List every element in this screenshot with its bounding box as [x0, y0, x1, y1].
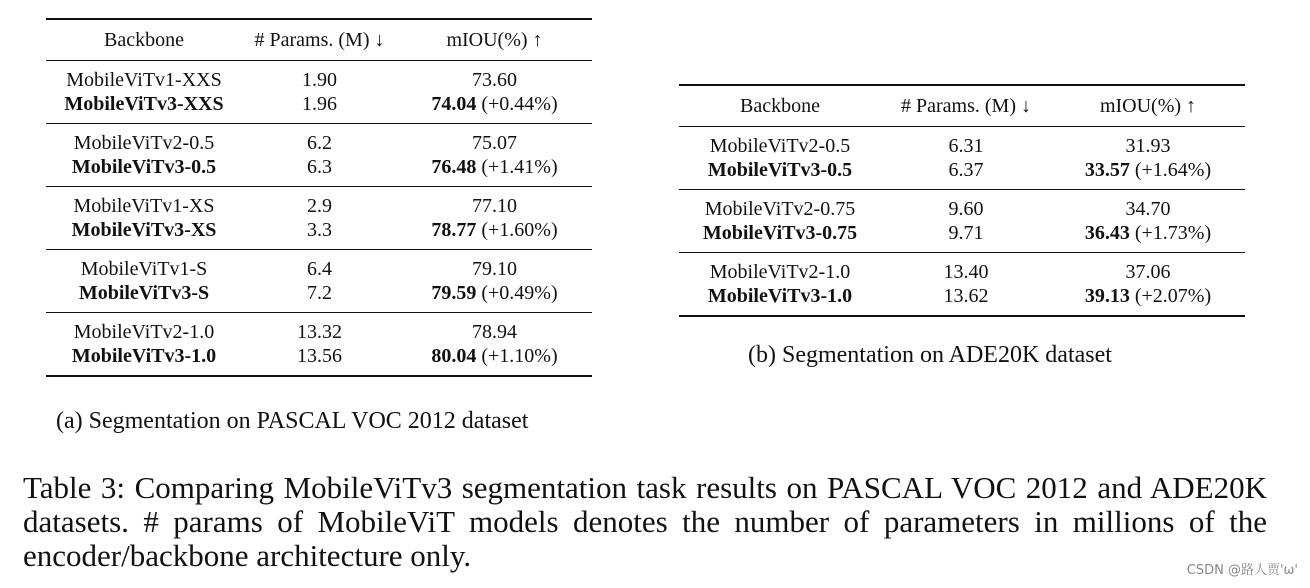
- params-cell: 3.3: [307, 219, 332, 241]
- miou-value: 79.59: [431, 282, 477, 304]
- table-row-v3: [679, 221, 1245, 253]
- miou-cell: 31.93: [1125, 135, 1171, 157]
- miou-delta: (+1.60%): [481, 219, 558, 241]
- table-row-baseline: [679, 190, 1245, 222]
- table-row-baseline: [679, 253, 1245, 285]
- table-group: [46, 187, 592, 250]
- params-cell: 6.31: [948, 135, 984, 157]
- params-cell: 13.32: [297, 321, 342, 343]
- miou-cell: [1051, 221, 1245, 253]
- miou-delta: (+1.10%): [481, 345, 558, 367]
- table-row-baseline: [679, 127, 1245, 159]
- table-caption: Table 3: Comparing MobileViTv3 segmentation task results on PASCAL VOC 2012 and ADE20K datasets. # params of MobileViT models denotes the number of parameters in millions of the encoder/backbone architecture only.: [23, 470, 1267, 573]
- table-row-baseline: [46, 250, 592, 282]
- table-group: [46, 61, 592, 124]
- miou-cell: [1051, 158, 1245, 190]
- backbone-cell: MobileViTv3-XS: [71, 219, 217, 241]
- backbone-cell: MobileViTv1-XS: [73, 195, 215, 217]
- miou-cell: [397, 92, 592, 124]
- table-ade20k: [679, 84, 1245, 317]
- miou-cell: [1051, 284, 1245, 316]
- params-cell: 6.4: [307, 258, 332, 280]
- table-group: [679, 190, 1245, 253]
- params-cell: 9.71: [948, 222, 984, 244]
- backbone-cell: MobileViTv1-XXS: [66, 69, 222, 91]
- backbone-cell: MobileViTv2-0.5: [73, 132, 215, 154]
- table-group: [679, 127, 1245, 190]
- backbone-cell: MobileViTv2-0.5: [709, 135, 851, 157]
- params-cell: 6.37: [948, 159, 984, 181]
- miou-value: 33.57: [1084, 159, 1130, 181]
- table-group: [46, 250, 592, 313]
- backbone-cell: MobileViTv2-1.0: [73, 321, 215, 343]
- table-row-baseline: [46, 187, 592, 219]
- miou-cell: 34.70: [1125, 198, 1171, 220]
- miou-value: 80.04: [431, 345, 477, 367]
- backbone-cell: MobileViTv3-1.0: [71, 345, 217, 367]
- miou-delta: (+0.49%): [481, 282, 558, 304]
- miou-delta: (+2.07%): [1134, 285, 1212, 307]
- miou-cell: 73.60: [472, 69, 517, 91]
- miou-delta: (+0.44%): [481, 93, 558, 115]
- table-header-row: [46, 19, 592, 61]
- table-group: [46, 124, 592, 187]
- params-cell: 7.2: [307, 282, 332, 304]
- backbone-cell: MobileViTv3-1.0: [707, 285, 853, 307]
- backbone-cell: MobileViTv2-1.0: [709, 261, 851, 283]
- params-cell: 13.56: [297, 345, 342, 367]
- miou-cell: 78.94: [472, 321, 517, 343]
- table-row-v3: [679, 284, 1245, 316]
- header-miou: mIOU(%) ↑: [446, 29, 543, 51]
- miou-cell: 37.06: [1125, 261, 1171, 283]
- watermark: CSDN @路人贾'ω': [1186, 563, 1298, 578]
- header-backbone: Backbone: [104, 29, 184, 51]
- params-cell: 6.3: [307, 156, 332, 178]
- header-backbone: Backbone: [740, 95, 820, 117]
- table-row-v3: [46, 281, 592, 313]
- miou-value: 36.43: [1084, 222, 1130, 244]
- miou-cell: [397, 218, 592, 250]
- header-miou: mIOU(%) ↑: [1099, 95, 1197, 117]
- miou-value: 39.13: [1084, 285, 1130, 307]
- backbone-cell: MobileViTv1-S: [80, 258, 208, 280]
- table-row-v3: [46, 155, 592, 187]
- params-cell: 9.60: [948, 198, 984, 220]
- miou-cell: 75.07: [472, 132, 517, 154]
- miou-delta: (+1.41%): [481, 156, 558, 178]
- subcaption-a: (a) Segmentation on PASCAL VOC 2012 dataset: [56, 408, 529, 434]
- table-row-baseline: [46, 313, 592, 345]
- backbone-cell: MobileViTv3-0.5: [71, 156, 217, 178]
- params-cell: 6.2: [307, 132, 332, 154]
- miou-cell: 79.10: [472, 258, 517, 280]
- table-pascal-voc: [46, 18, 592, 377]
- params-cell: 1.96: [302, 93, 337, 115]
- backbone-cell: MobileViTv3-S: [78, 282, 210, 304]
- backbone-cell: MobileViTv3-0.5: [707, 159, 853, 181]
- table-row-baseline: [46, 61, 592, 93]
- miou-cell: [397, 155, 592, 187]
- table-header-row: [679, 85, 1245, 127]
- table-group: [679, 253, 1245, 317]
- header-params: # Params. (M) ↓: [901, 95, 1031, 117]
- table-row-v3: [46, 92, 592, 124]
- table-row-baseline: [46, 124, 592, 156]
- miou-value: 74.04: [431, 93, 477, 115]
- params-cell: 13.40: [943, 261, 989, 283]
- table-row-v3: [46, 344, 592, 376]
- table-row-v3: [46, 218, 592, 250]
- params-cell: 13.62: [943, 285, 989, 307]
- params-cell: 1.90: [302, 69, 337, 91]
- header-params: # Params. (M) ↓: [254, 29, 385, 51]
- table-group: [46, 313, 592, 377]
- backbone-cell: MobileViTv3-XXS: [64, 93, 224, 115]
- backbone-cell: MobileViTv3-0.75: [702, 222, 858, 244]
- miou-value: 78.77: [431, 219, 477, 241]
- miou-cell: [397, 344, 592, 376]
- params-cell: 2.9: [307, 195, 332, 217]
- miou-cell: [397, 281, 592, 313]
- subcaption-b: (b) Segmentation on ADE20K dataset: [748, 342, 1112, 368]
- miou-delta: (+1.73%): [1134, 222, 1212, 244]
- backbone-cell: MobileViTv2-0.75: [704, 198, 856, 220]
- miou-value: 76.48: [431, 156, 477, 178]
- table-row-v3: [679, 158, 1245, 190]
- miou-delta: (+1.64%): [1134, 159, 1212, 181]
- miou-cell: 77.10: [472, 195, 517, 217]
